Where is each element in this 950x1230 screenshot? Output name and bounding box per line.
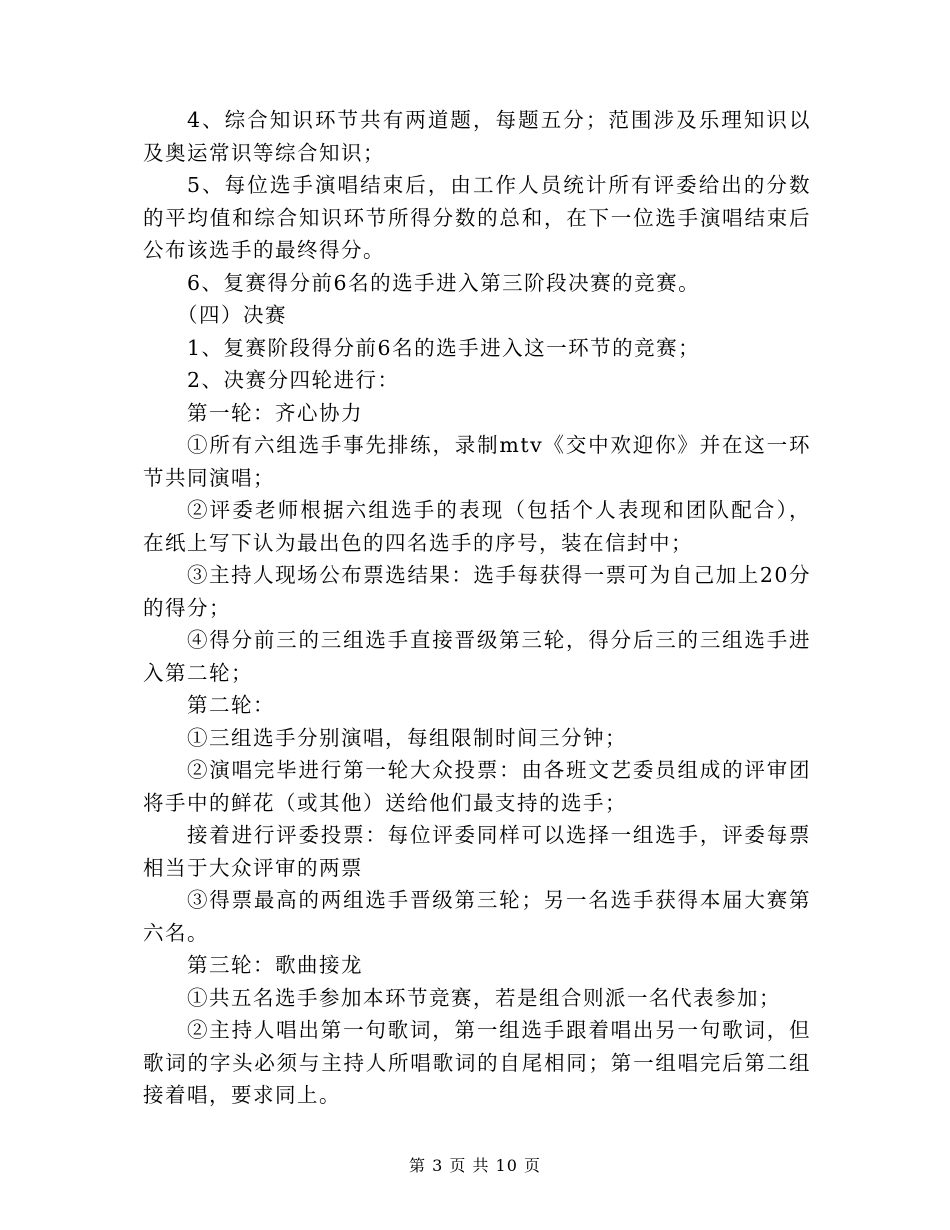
paragraph: ②评委老师根据六组选手的表现（包括个人表现和团队配合），在纸上写下认为最出色的四名选手的序号，装在信封中； <box>143 498 811 555</box>
paragraph: 2、决赛分四轮进行： <box>187 368 400 392</box>
paragraph: ①所有六组选手事先排练，录制mtv《交中欢迎你》并在这一环节共同演唱； <box>143 433 811 490</box>
paragraph: 5、每位选手演唱结束后，由工作人员统计所有评委给出的分数的平均值和综合知识环节所得分数的总和，在下一位选手演唱结束后公布该选手的最终得分。 <box>143 173 811 262</box>
paragraph: 4、综合知识环节共有两道题，每题五分；范围涉及乐理知识以及奥运常识等综合知识； <box>143 108 811 165</box>
paragraph: ②演唱完毕进行第一轮大众投票：由各班文艺委员组成的评审团将手中的鲜花（或其他）送给他们最支持的选手； <box>143 758 811 815</box>
round-heading: 第二轮： <box>187 693 275 717</box>
page-footer <box>0 1153 950 1176</box>
paragraph: 接着进行评委投票：每位评委同样可以选择一组选手，评委每票相当于大众评审的两票 <box>143 823 811 880</box>
paragraph: ②主持人唱出第一句歌词，第一组选手跟着唱出另一句歌词，但歌词的字头必须与主持人所唱歌词的自尾相同；第一组唱完后第二组接着唱，要求同上。 <box>143 1018 811 1107</box>
paragraph: ①三组选手分别演唱，每组限制时间三分钟； <box>187 725 627 750</box>
paragraph: 1、复赛阶段得分前6名的选手进入这一环节的竞赛； <box>187 335 701 360</box>
paragraph: ①共五名选手参加本环节竞赛，若是组合则派一名代表参加； <box>187 985 781 1010</box>
paragraph: 6、复赛得分前6名的选手进入第三阶段决赛的竞赛。 <box>187 270 701 295</box>
document-body <box>143 104 811 1112</box>
page-number: 第 3 页 共 10 页 <box>409 1156 541 1175</box>
paragraph: ③得票最高的两组选手晋级第三轮；另一名选手获得本届大赛第六名。 <box>143 888 811 945</box>
paragraph: ③主持人现场公布票选结果：选手每获得一票可为自己加上20分的得分； <box>143 563 811 620</box>
paragraph: ④得分前三的三组选手直接晋级第三轮，得分后三的三组选手进入第二轮； <box>143 628 811 685</box>
section-heading: （四）决赛 <box>177 303 287 327</box>
round-heading: 第三轮：歌曲接龙 <box>187 953 363 977</box>
round-heading: 第一轮：齐心协力 <box>187 400 363 425</box>
